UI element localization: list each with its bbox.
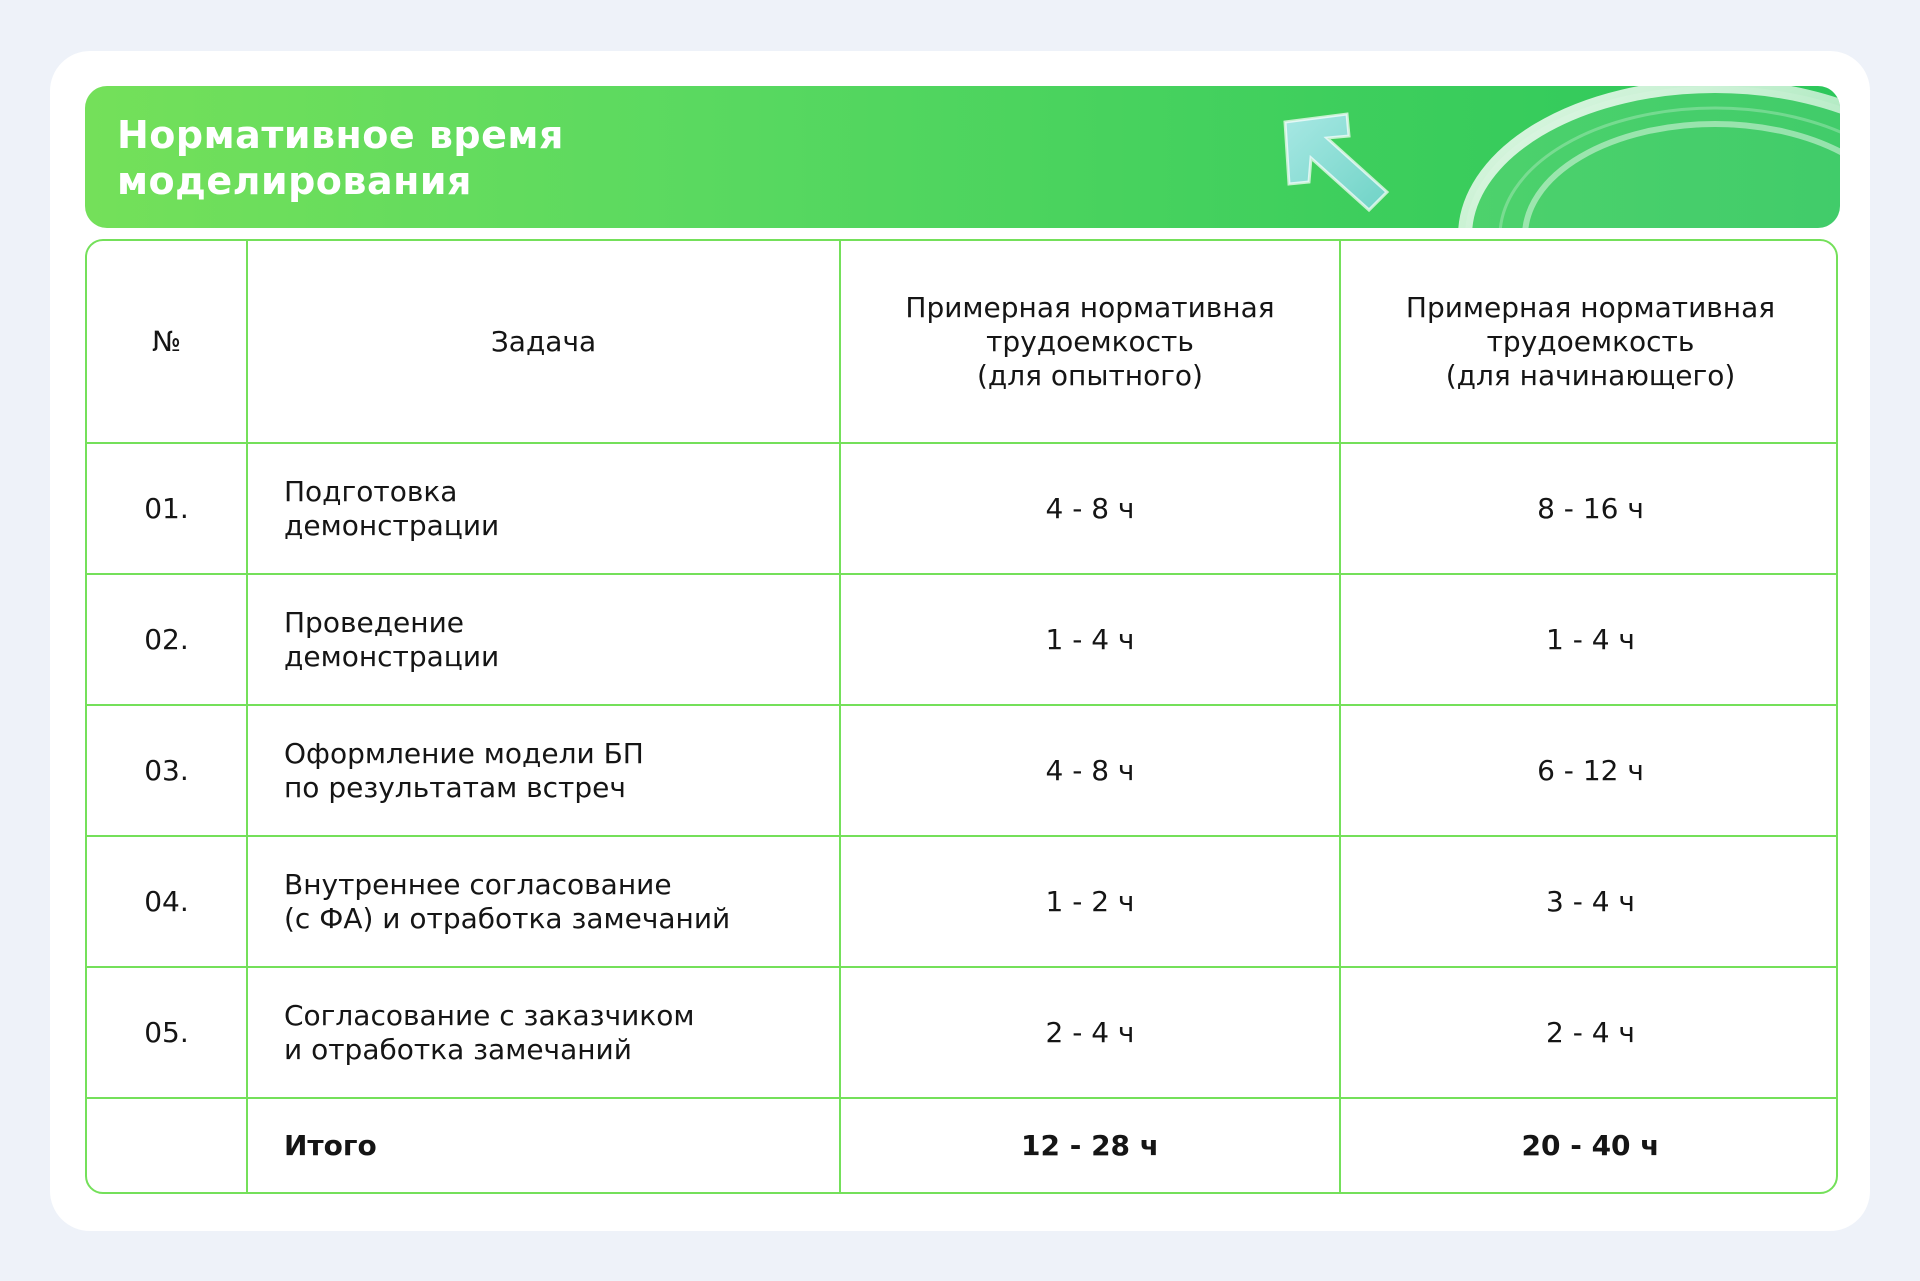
header-experienced [840, 241, 1340, 443]
total-label: Итого [247, 1098, 840, 1192]
table-total-row [87, 1098, 1838, 1192]
row-task-line-2: по результатам встреч [284, 770, 626, 804]
total-experienced: 12 - 28 ч [840, 1098, 1340, 1192]
page-title-line-2: моделирования [117, 159, 472, 203]
row-experienced: 2 - 4 ч [840, 967, 1340, 1098]
table-row [87, 705, 1838, 836]
decorative-ring-arrow [1265, 86, 1840, 228]
row-beginner: 6 - 12 ч [1340, 705, 1838, 836]
row-beginner: 3 - 4 ч [1340, 836, 1838, 967]
table-row [87, 443, 1838, 574]
row-num: 05. [87, 967, 247, 1098]
timing-table-wrapper [85, 239, 1838, 1194]
row-beginner: 1 - 4 ч [1340, 574, 1838, 705]
row-task-line-1: Проведение [284, 605, 465, 639]
row-num: 04. [87, 836, 247, 967]
arrow-up-left-icon [1285, 114, 1387, 210]
row-task-line-1: Оформление модели БП [284, 736, 644, 770]
header-experienced-line-2: трудоемкость [986, 324, 1194, 358]
row-beginner: 8 - 16 ч [1340, 443, 1838, 574]
table-row [87, 574, 1838, 705]
row-task-line-1: Согласование с заказчиком [284, 998, 695, 1032]
row-task-line-1: Внутреннее согласование [284, 867, 672, 901]
header-beginner-line-2: трудоемкость [1486, 324, 1695, 358]
row-task-line-1: Подготовка [284, 474, 458, 508]
row-task [247, 836, 840, 967]
header-experienced-line-1: Примерная нормативная [905, 290, 1275, 324]
row-num: 02. [87, 574, 247, 705]
row-experienced: 4 - 8 ч [840, 705, 1340, 836]
total-beginner: 20 - 40 ч [1340, 1098, 1838, 1192]
row-task [247, 705, 840, 836]
row-experienced: 1 - 4 ч [840, 574, 1340, 705]
row-task [247, 443, 840, 574]
header-beginner [1340, 241, 1838, 443]
row-task-line-2: демонстрации [284, 508, 500, 542]
row-task-line-2: и отработка замечаний [284, 1032, 632, 1066]
timing-table [87, 241, 1838, 1192]
row-num: 01. [87, 443, 247, 574]
header-task: Задача [247, 241, 840, 443]
header-beginner-line-3: (для начинающего) [1445, 358, 1736, 392]
row-experienced: 1 - 2 ч [840, 836, 1340, 967]
row-task [247, 574, 840, 705]
row-experienced: 4 - 8 ч [840, 443, 1340, 574]
row-task-line-2: демонстрации [284, 639, 500, 673]
row-task [247, 967, 840, 1098]
row-num: 03. [87, 705, 247, 836]
title-banner [85, 86, 1840, 228]
row-beginner: 2 - 4 ч [1340, 967, 1838, 1098]
content-card [50, 51, 1870, 1231]
page-title [117, 112, 564, 204]
header-beginner-line-1: Примерная нормативная [1405, 290, 1776, 324]
header-experienced-line-3: (для опытного) [977, 358, 1203, 392]
table-row [87, 836, 1838, 967]
header-num: № [87, 241, 247, 443]
table-header-row [87, 241, 1838, 443]
page-title-line-1: Нормативное время [117, 113, 564, 157]
table-row [87, 967, 1838, 1098]
row-task-line-2: (с ФА) и отработка замечаний [284, 901, 731, 935]
total-num-empty [87, 1098, 247, 1192]
